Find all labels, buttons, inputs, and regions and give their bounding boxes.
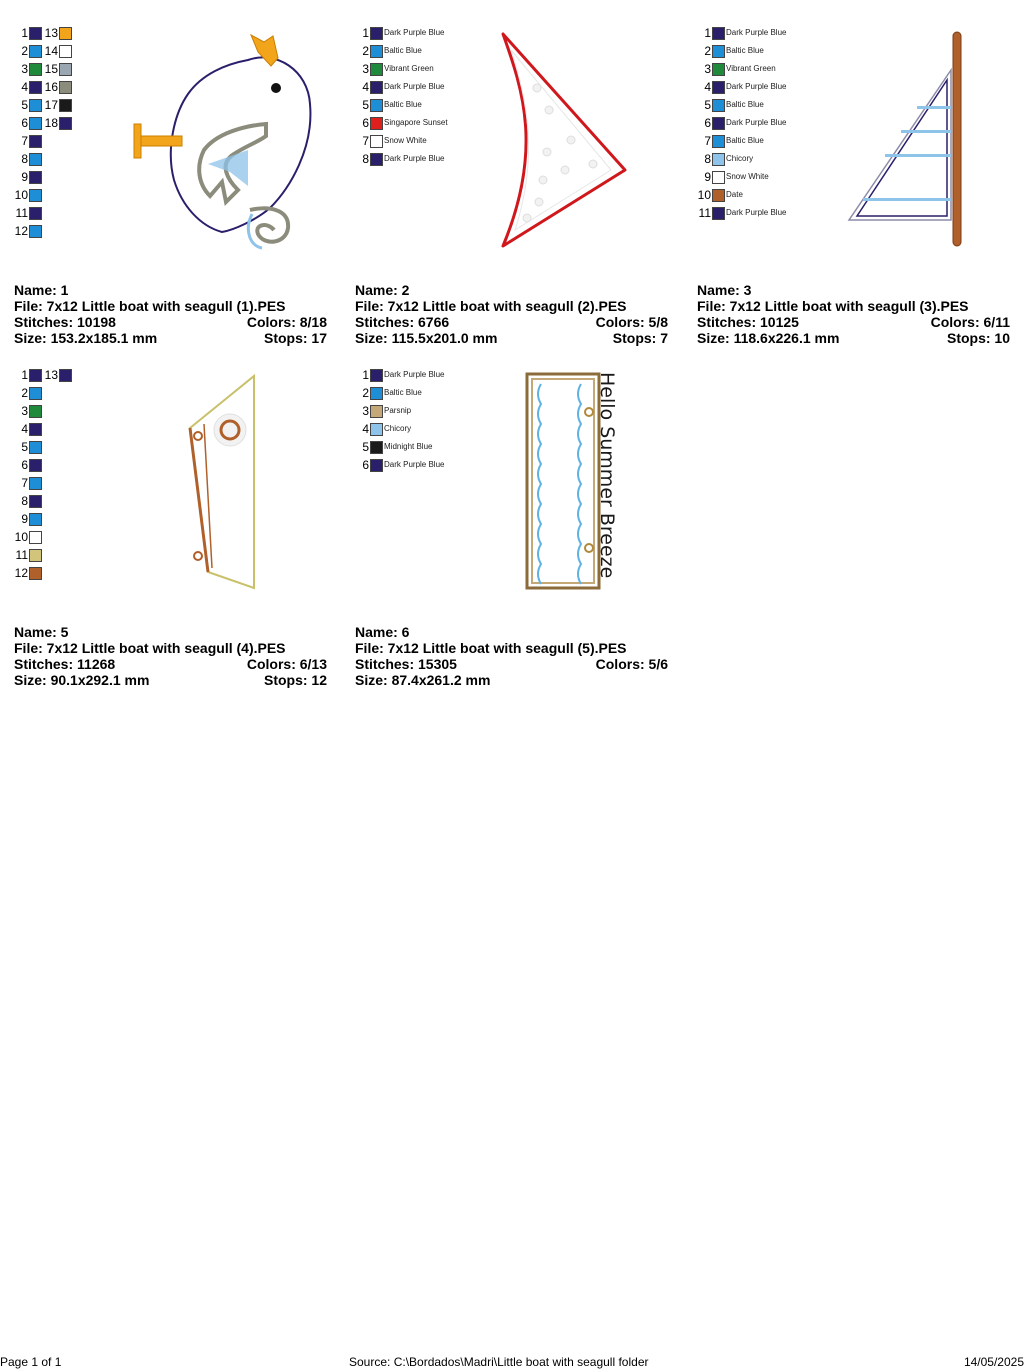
color-swatch [29,387,42,400]
color-name: Midnight Blue [384,442,433,451]
color-name: Dark Purple Blue [726,28,787,37]
color-swatch [370,81,383,94]
palette-number: 10 [14,530,28,544]
palette-number: 8 [704,152,711,166]
design-colors: Colors: 5/8 [595,314,668,330]
palette-number: 3 [704,62,711,76]
color-name: Date [726,190,743,199]
design-info [697,282,1010,346]
color-name: Dark Purple Blue [384,460,445,469]
design-stitches: Stitches: 10125 [697,314,799,330]
palette-number: 13 [44,368,58,382]
design-size: Size: 87.4x261.2 mm [355,672,491,688]
design-colors: Colors: 8/18 [246,314,327,330]
color-swatch [59,45,72,58]
design-file: File: 7x12 Little boat with seagull (2).PES [355,298,627,314]
color-name: Dark Purple Blue [726,82,787,91]
design-size: Size: 90.1x292.1 mm [14,672,150,688]
color-swatch [370,117,383,130]
color-swatch [370,459,383,472]
color-name: Dark Purple Blue [726,118,787,127]
color-swatch [59,369,72,382]
palette-number: 12 [14,566,28,580]
design-colors: Colors: 6/13 [246,656,327,672]
palette-number: 1 [21,368,28,382]
design-name: Name: 1 [14,282,69,298]
boat-hull-artwork [184,372,264,592]
color-swatch [29,549,42,562]
color-swatch [29,153,42,166]
design-stitches: Stitches: 15305 [355,656,457,672]
source-path: Source: C:\Bordados\Madri\Little boat with seagull folder [349,1355,649,1369]
palette-number: 2 [21,44,28,58]
color-name: Dark Purple Blue [384,82,445,91]
palette-number: 6 [21,458,28,472]
color-swatch [59,81,72,94]
palette-number: 12 [14,224,28,238]
palette-number: 8 [21,152,28,166]
palette-number: 6 [21,116,28,130]
palette-number: 4 [21,422,28,436]
color-name: Chicory [384,424,412,433]
palette-number: 1 [704,26,711,40]
design-stops: Stops: 10 [946,330,1010,346]
design-stops: Stops: 12 [263,672,327,688]
pennant-sail-artwork [493,30,633,250]
palette-number: 10 [697,188,711,202]
design-info [14,282,327,346]
design-card-6 [341,366,671,688]
color-name: Dark Purple Blue [384,154,445,163]
color-swatch [59,27,72,40]
design-stitches: Stitches: 11268 [14,656,116,672]
palette-number: 9 [21,512,28,526]
palette-number: 6 [362,116,369,130]
palette-number: 2 [362,386,369,400]
color-swatch [29,441,42,454]
color-swatch [712,153,725,166]
design-name: Name: 2 [355,282,410,298]
palette-number: 17 [44,98,58,112]
palette-number: 15 [44,62,58,76]
color-name: Snow White [726,172,769,181]
banner-text: Hello Summer Breeze [596,372,618,579]
design-name: Name: 3 [697,282,752,298]
color-name: Chicory [726,154,754,163]
design-stitches: Stitches: 6766 [355,314,450,330]
page-number: Page 1 of 1 [0,1355,62,1369]
palette-number: 2 [21,386,28,400]
color-swatch [59,63,72,76]
palette-number: 5 [362,440,369,454]
color-swatch [370,153,383,166]
color-swatch [29,189,42,202]
color-name: Baltic Blue [384,388,422,397]
design-stops: Stops: 7 [612,330,668,346]
color-swatch [712,171,725,184]
palette-number: 5 [362,98,369,112]
color-name: Singapore Sunset [384,118,448,127]
design-name: Name: 5 [14,624,69,640]
design-card-3 [683,24,1013,346]
design-card-5 [0,366,330,688]
palette-number: 7 [704,134,711,148]
design-info [355,624,668,688]
color-swatch [370,369,383,382]
color-name: Vibrant Green [384,64,434,73]
palette-number: 1 [21,26,28,40]
color-name: Snow White [384,136,427,145]
color-swatch [370,387,383,400]
palette-number: 1 [362,26,369,40]
palette-number: 3 [21,404,28,418]
palette-number: 9 [704,170,711,184]
palette-number: 7 [21,134,28,148]
color-swatch [29,459,42,472]
mast-sail-artwork [843,30,967,250]
palette-number: 7 [362,134,369,148]
color-swatch [370,135,383,148]
color-swatch [29,513,42,526]
color-swatch [712,207,725,220]
design-file: File: 7x12 Little boat with seagull (4).PES [14,640,286,656]
palette-number: 6 [704,116,711,130]
banner-artwork [525,372,618,592]
color-swatch [712,27,725,40]
color-name: Parsnip [384,406,412,415]
design-info [355,282,668,346]
palette-number: 1 [362,368,369,382]
seagull-artwork [130,30,320,254]
design-size: Size: 153.2x185.1 mm [14,330,158,346]
color-swatch [712,81,725,94]
design-colors: Colors: 5/6 [595,656,668,672]
design-file: File: 7x12 Little boat with seagull (5).PES [355,640,627,656]
color-name: Baltic Blue [726,136,764,145]
palette-number: 4 [362,80,369,94]
design-name: Name: 6 [355,624,410,640]
color-swatch [370,27,383,40]
color-swatch [29,405,42,418]
palette-number: 18 [44,116,58,130]
color-swatch [29,423,42,436]
color-name: Vibrant Green [726,64,776,73]
color-name: Baltic Blue [726,100,764,109]
color-swatch [59,99,72,112]
color-swatch [712,189,725,202]
design-colors: Colors: 6/11 [930,314,1010,330]
palette-number: 14 [44,44,58,58]
color-swatch [370,99,383,112]
color-name: Dark Purple Blue [384,370,445,379]
palette-number: 5 [704,98,711,112]
color-swatch [29,207,42,220]
color-swatch [29,531,42,544]
design-stops: Stops: 17 [263,330,327,346]
palette-number: 9 [21,170,28,184]
color-name: Baltic Blue [384,100,422,109]
color-swatch [370,45,383,58]
design-file: File: 7x12 Little boat with seagull (1).PES [14,298,286,314]
color-name: Baltic Blue [726,46,764,55]
palette-number: 10 [14,188,28,202]
palette-number: 5 [21,440,28,454]
palette-number: 2 [362,44,369,58]
palette-number: 13 [44,26,58,40]
palette-number: 3 [21,62,28,76]
color-swatch [29,225,42,238]
palette-number: 5 [21,98,28,112]
palette-number: 7 [21,476,28,490]
design-size: Size: 115.5x201.0 mm [355,330,498,346]
palette-number: 4 [21,80,28,94]
palette-number: 16 [44,80,58,94]
color-name: Dark Purple Blue [384,28,445,37]
color-swatch [29,477,42,490]
palette-number: 11 [15,548,28,562]
color-name: Dark Purple Blue [726,208,787,217]
color-swatch [370,441,383,454]
color-swatch [712,117,725,130]
palette-number: 4 [704,80,711,94]
color-swatch [29,567,42,580]
palette-number: 11 [698,206,711,220]
color-swatch [59,117,72,130]
palette-number: 8 [362,152,369,166]
color-swatch [370,63,383,76]
color-swatch [712,63,725,76]
print-date: 14/05/2025 [963,1355,1024,1369]
color-swatch [712,99,725,112]
design-stitches: Stitches: 10198 [14,314,116,330]
color-swatch [29,171,42,184]
design-card-2 [341,24,671,346]
design-size: Size: 118.6x226.1 mm [697,330,840,346]
color-swatch [29,495,42,508]
palette-number: 3 [362,404,369,418]
palette-number: 6 [362,458,369,472]
palette-number: 11 [15,206,28,220]
color-swatch [370,405,383,418]
color-swatch [712,45,725,58]
color-swatch [712,135,725,148]
palette-number: 4 [362,422,369,436]
design-info [14,624,327,688]
palette-number: 3 [362,62,369,76]
palette-number: 2 [704,44,711,58]
design-file: File: 7x12 Little boat with seagull (3).PES [697,298,969,314]
color-swatch [29,135,42,148]
design-card-1 [0,24,330,346]
color-name: Baltic Blue [384,46,422,55]
palette-number: 8 [21,494,28,508]
color-swatch [370,423,383,436]
